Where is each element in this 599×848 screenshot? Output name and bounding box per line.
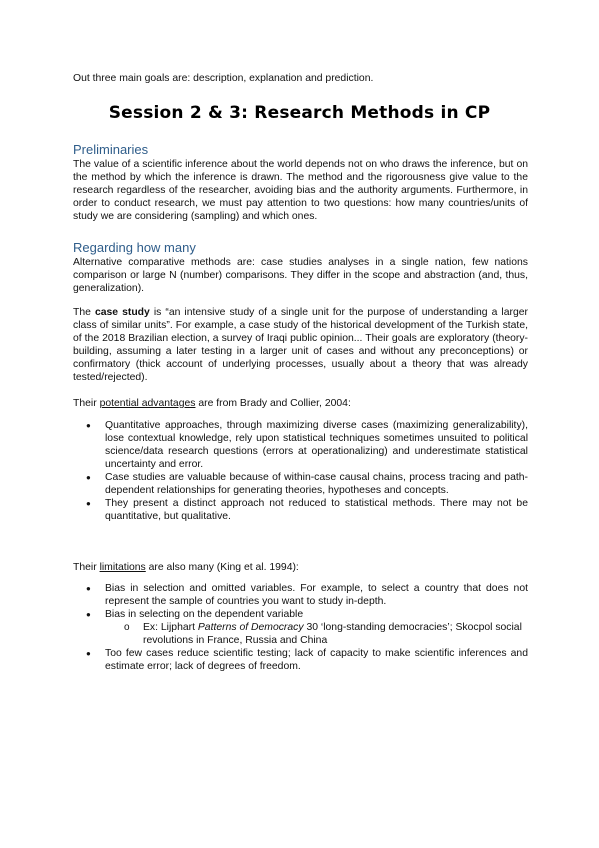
case-study-pre: The (73, 307, 95, 318)
sub-item-post: 30 ‘long-standing democracies’; Skocpol social revolutions in France, Russia and China (143, 622, 522, 646)
advantages-post: are from Brady and Collier, 2004: (195, 398, 351, 409)
advantage-item-3: ● They present a distinct approach not reduced to statistical methods. There may not be quantitative, but qualitative. (86, 497, 528, 523)
limitations-post: are also many (King et al. 1994): (145, 562, 299, 573)
advantages-intro (73, 397, 528, 410)
advantages-pre: Their (73, 398, 100, 409)
limitation-item-3: ● Too few cases reduce scientific testing; lack of capacity to make scientific inferences and estimate error; lack of degrees of freedom. (86, 647, 528, 673)
case-study-paragraph (73, 306, 528, 384)
advantages-term: potential advantages (99, 398, 196, 409)
advantages-list (86, 419, 528, 523)
limitations-list (86, 582, 528, 673)
heading-regarding-how-many: Regarding how many (73, 240, 196, 255)
advantage-item-2: ● Case studies are valuable because of within-case causal chains, process tracing and path-dependent relationships for generating theories, hypotheses and concepts. (86, 471, 528, 497)
case-study-post: is “an intensive study of a single unit for the purpose of understanding a larger class of similar units”. For example, a case study of the historical development of the Turkish state, of the 2018 Brazilian election, a survey of Iraqi public opinion... Their goals are exploratory (theory-building, assuming a later testing in a larger unit of cases and without any preconceptions) or confirmatory (thick account of underlying processes, usually about a theory that was already tested/rejected). (73, 307, 528, 383)
limitation-item-2 (86, 608, 528, 647)
preliminaries-text: The value of a scientific inference about the world depends not on who draws the inference, but on the method by which the inference is drawn. The method and the rigorousness give value to the research regardless of the researcher, avoiding bias and the authority arguments. Furthermore, in order to conduct research, we must pay attention to two questions: how many countries/units of study we are considering (sampling) and which ones. (73, 159, 528, 222)
intro-text: Out three main goals are: description, explanation and prediction. (73, 73, 374, 84)
case-study-term: case study (94, 307, 150, 318)
sub-item-pre: Ex: Lijphart (143, 622, 198, 633)
page-title: Session 2 & 3: Research Methods in CP (108, 103, 491, 123)
limitations-intro (73, 561, 528, 574)
how-many-text: Alternative comparative methods are: case studies analyses in a single nation, few nations comparison or large N (number) comparisons. They differ in the scope and abstraction (and, thus, generalization). (73, 257, 528, 294)
sub-item-book-title: Patterns of Democracy (197, 622, 304, 633)
limitations-pre: Their (73, 562, 100, 573)
limitation-sub-item (124, 621, 528, 647)
limitation-item-2-text: ● Bias in selecting on the dependent variable (105, 609, 304, 620)
limitation-item-1: ● Bias in selection and omitted variables. For example, to select a country that does not represent the sample of countries you want to study in-depth. (86, 582, 528, 608)
advantage-item-1: ● Quantitative approaches, through maximizing diverse cases (maximizing generalizability), lose contextual knowledge, rely upon statistical techniques sometimes unsuited to political science/data research questions (errors at operationalizing) and underestimate statistical uncertainty and error. (86, 419, 528, 471)
limitations-term: limitations (99, 562, 146, 573)
heading-preliminaries: Preliminaries (73, 142, 149, 157)
